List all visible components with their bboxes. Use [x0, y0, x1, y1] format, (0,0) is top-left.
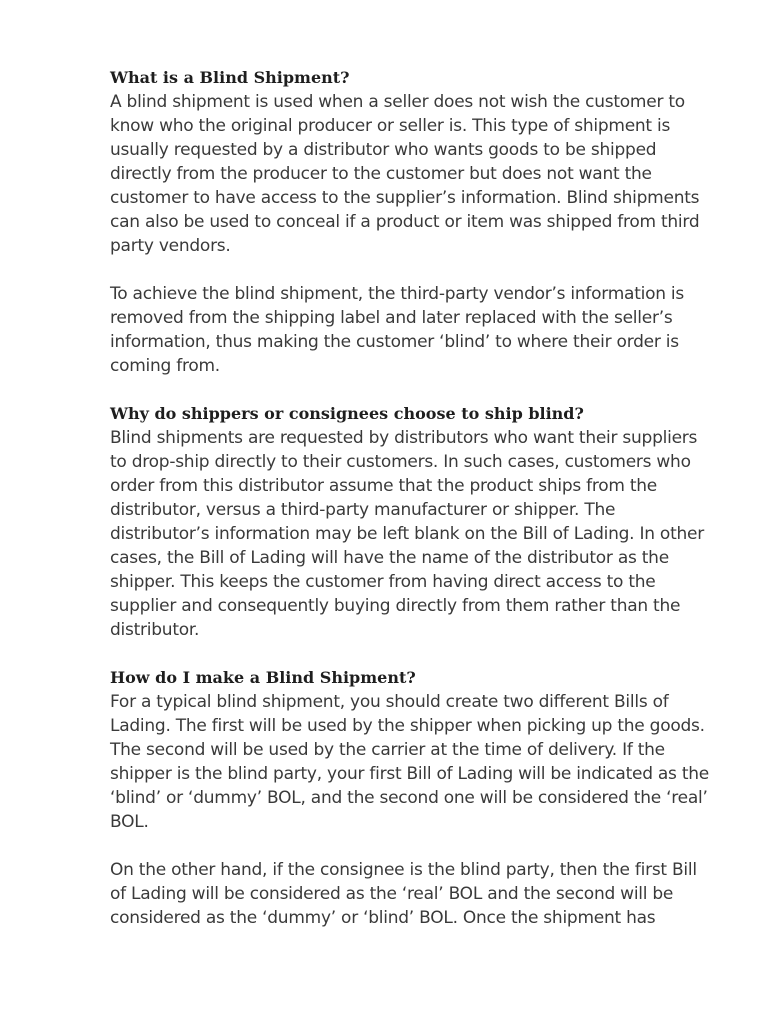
paragraph-spacer — [110, 258, 716, 282]
paragraph: For a typical blind shipment, you should create two different Bills of Lading. The first will be used by the shipper when picking up the goods. The second will be used by the carrier at the time of delivery. If the shipper is the blind party, your first Bill of Lading will be indicated as the ‘blind’ or ‘dummy’ BOL, and the second one will be considered the ‘real’ BOL. — [110, 692, 709, 832]
section-why-ship-blind — [110, 402, 716, 642]
paragraph: A blind shipment is used when a seller does not wish the customer to know who the original producer or seller is. This type of shipment is usually requested by a distributor who wants goods to be shipped directly from the producer to the customer but does not want the customer to have access to the supplier’s information. Blind shipments can also be used to conceal if a product or item was shipped from third party vendors. — [110, 92, 700, 256]
paragraph: Blind shipments are requested by distributors who want their suppliers to drop-ship directly to their customers. In such cases, customers who order from this distributor assume that the product ships from the distributor, versus a third-party manufacturer or shipper. The distributor’s information may be left blank on the Bill of Lading. In other cases, the Bill of Lading will have the name of the distributor as the shipper. This keeps the customer from having direct access to the supplier and consequently buying directly from them rather than the distributor. — [110, 428, 704, 640]
section-spacer — [110, 378, 716, 402]
section-heading: What is a Blind Shipment? — [110, 68, 350, 87]
section-heading: How do I make a Blind Shipment? — [110, 668, 416, 687]
paragraph: To achieve the blind shipment, the third-party vendor’s information is removed from the shipping label and later replaced with the seller’s information, thus making the customer ‘blind’ to where their order is coming from. — [110, 284, 685, 376]
paragraph: On the other hand, if the consignee is the blind party, then the first Bill of Lading will be considered as the ‘real’ BOL and the second will be considered as the ‘dummy’ or ‘blind’ BOL. Once the shipment has — [110, 860, 697, 928]
paragraph-spacer — [110, 834, 716, 858]
document-page — [110, 66, 716, 930]
section-what-is-blind-shipment — [110, 66, 716, 378]
section-spacer — [110, 642, 716, 666]
section-how-to-make-blind-shipment — [110, 666, 716, 930]
section-heading: Why do shippers or consignees choose to ship blind? — [110, 404, 584, 423]
